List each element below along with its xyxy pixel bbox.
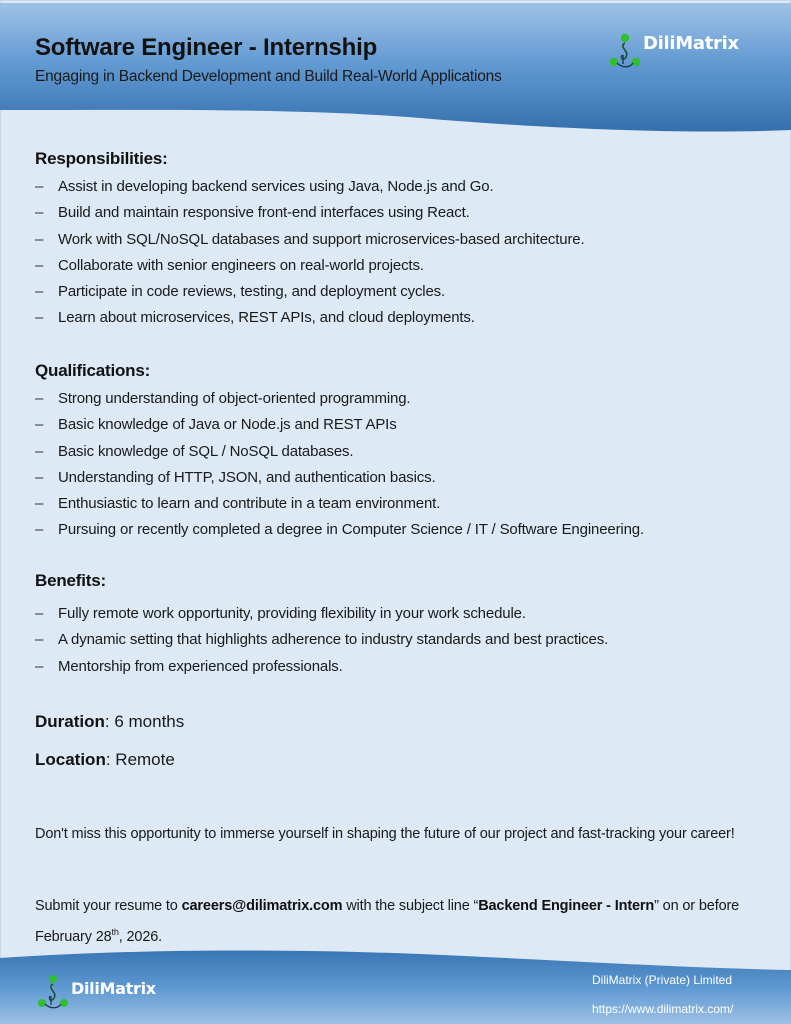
dash-bullet-icon: – [35, 631, 44, 649]
benefits-list [35, 601, 608, 680]
dash-bullet-icon: – [35, 468, 44, 486]
list-item: – Collaborate with senior engineers on real-world projects. [35, 253, 585, 279]
duration-value: : 6 months [104, 712, 185, 731]
dash-bullet-icon: – [35, 605, 44, 622]
duration-label: Duration [35, 712, 105, 731]
dash-bullet-icon: – [35, 309, 44, 327]
footer-company-name: DiliMatrix (Private) Limited [592, 973, 733, 987]
list-item: – Build and maintain responsive front-end interfaces using React. [35, 200, 585, 226]
list-item: – Understanding of HTTP, JSON, and authentication basics. [35, 465, 644, 491]
location-detail [35, 750, 175, 770]
dash-bullet-icon: – [35, 283, 44, 301]
list-item: – Assist in developing backend services using Java, Node.js and Go. [35, 174, 585, 200]
footer-brand-name: DiliMatrix [71, 978, 156, 998]
section-heading: Qualifications: [35, 361, 151, 380]
dash-bullet-icon: – [35, 442, 44, 460]
benefits-section [35, 571, 608, 680]
dash-bullet-icon: – [35, 657, 44, 675]
email-subject: Backend Engineer - Intern [478, 897, 655, 914]
list-item: – Mentorship from experienced professionals. [35, 654, 608, 680]
dash-bullet-icon: – [35, 416, 44, 434]
location-value: : Remote [105, 750, 175, 769]
list-item: – Pursuing or recently completed a degree in Computer Science / IT / Software Engineering. [35, 517, 644, 543]
dilimatrix-logo-icon [36, 972, 70, 1010]
header-banner [0, 0, 791, 140]
page-title: Software Engineer - Internship [35, 34, 378, 61]
footer-brand-logo [36, 972, 156, 1010]
footer-website-link[interactable]: https://www.dilimatrix.com/ [592, 1002, 734, 1016]
list-item: – Enthusiastic to learn and contribute in a team environment. [35, 491, 644, 517]
list-item: – Basic knowledge of Java or Node.js and REST APIs [35, 412, 644, 438]
brand-logo [608, 31, 739, 69]
list-item: – Basic knowledge of SQL / NoSQL databases. [35, 439, 644, 465]
list-item: – A dynamic setting that highlights adherence to industry standards and best practices. [35, 627, 608, 653]
qualifications-list [35, 386, 644, 544]
qualifications-section [35, 361, 644, 544]
dash-bullet-icon: – [35, 495, 44, 513]
dash-bullet-icon: – [35, 204, 44, 222]
section-heading: Responsibilities: [35, 149, 168, 168]
section-heading: Benefits: [35, 571, 106, 590]
dash-bullet-icon: – [35, 178, 44, 195]
list-item: – Work with SQL/NoSQL databases and support microservices-based architecture. [35, 227, 585, 253]
responsibilities-section [35, 149, 585, 332]
responsibilities-list [35, 174, 585, 332]
submission-instructions: Submit your resume to careers@dilimatrix.com with the subject line “Backend Engineer - Intern” on or before February 28th, 2026. [35, 897, 740, 945]
page-subtitle: Engaging in Backend Development and Build Real-World Applications [35, 68, 502, 85]
location-label: Location [35, 750, 106, 769]
brand-name: DiliMatrix [643, 32, 739, 54]
closing-paragraph: Don't miss this opportunity to immerse yourself in shaping the future of our project and fast-tracking your career! [35, 825, 735, 842]
duration-detail [35, 712, 184, 732]
list-item: – Strong understanding of object-oriented programming. [35, 386, 644, 412]
dash-bullet-icon: – [35, 230, 44, 248]
dilimatrix-logo-icon [608, 31, 642, 69]
list-item: – Participate in code reviews, testing, and deployment cycles. [35, 279, 585, 305]
dash-bullet-icon: – [35, 521, 44, 539]
dash-bullet-icon: – [35, 256, 44, 274]
list-item: – Learn about microservices, REST APIs, and cloud deployments. [35, 305, 585, 331]
list-item: – Fully remote work opportunity, providing flexibility in your work schedule. [35, 601, 608, 627]
dash-bullet-icon: – [35, 390, 44, 407]
contact-email[interactable]: careers@dilimatrix.com [181, 897, 343, 914]
